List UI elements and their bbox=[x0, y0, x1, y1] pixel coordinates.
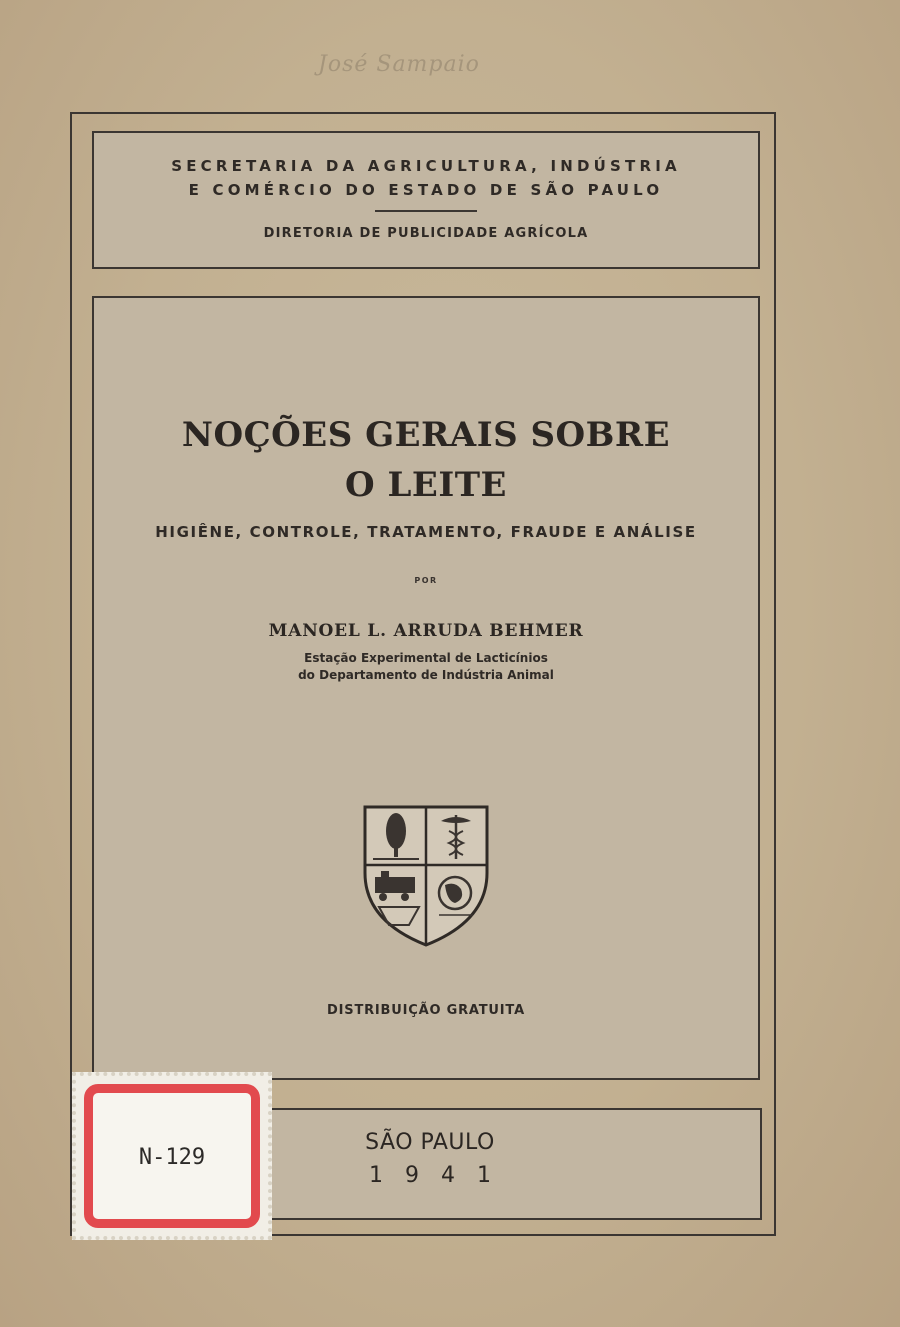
header-divider bbox=[375, 210, 477, 212]
title-line-1: NOÇÕES GERAIS SOBRE bbox=[181, 415, 671, 455]
publisher-line-1: SECRETARIA DA AGRICULTURA, INDÚSTRIA bbox=[171, 157, 681, 175]
publisher-line-2: E COMÉRCIO DO ESTADO DE SÃO PAULO bbox=[188, 181, 664, 199]
distribution-note: DISTRIBUIÇÃO GRATUITA bbox=[327, 1003, 525, 1018]
publication-year: 1941 bbox=[369, 1163, 513, 1188]
publisher-heading bbox=[92, 154, 760, 202]
author-affiliation bbox=[92, 650, 760, 684]
library-label-border bbox=[84, 1084, 260, 1228]
book-title bbox=[92, 410, 760, 510]
directorate-heading: DIRETORIA DE PUBLICIDADE AGRÍCOLA bbox=[263, 226, 589, 241]
publication-city: SÃO PAULO bbox=[365, 1130, 495, 1155]
book-subtitle: HIGIÊNE, CONTROLE, TRATAMENTO, FRAUDE E ANÁLISE bbox=[155, 523, 697, 541]
title-line-2: O LEITE bbox=[345, 465, 507, 505]
affiliation-line-2: do Departamento de Indústria Animal bbox=[298, 668, 554, 682]
affiliation-line-1: Estação Experimental de Lacticínios bbox=[304, 651, 548, 665]
author-name: MANOEL L. ARRUDA BEHMER bbox=[268, 621, 584, 641]
library-label bbox=[72, 1072, 272, 1240]
library-call-number: N-129 bbox=[138, 1145, 206, 1170]
handwritten-signature: José Sampaio bbox=[318, 52, 480, 77]
coat-of-arms-icon bbox=[361, 803, 491, 949]
by-label: POR bbox=[414, 576, 438, 585]
